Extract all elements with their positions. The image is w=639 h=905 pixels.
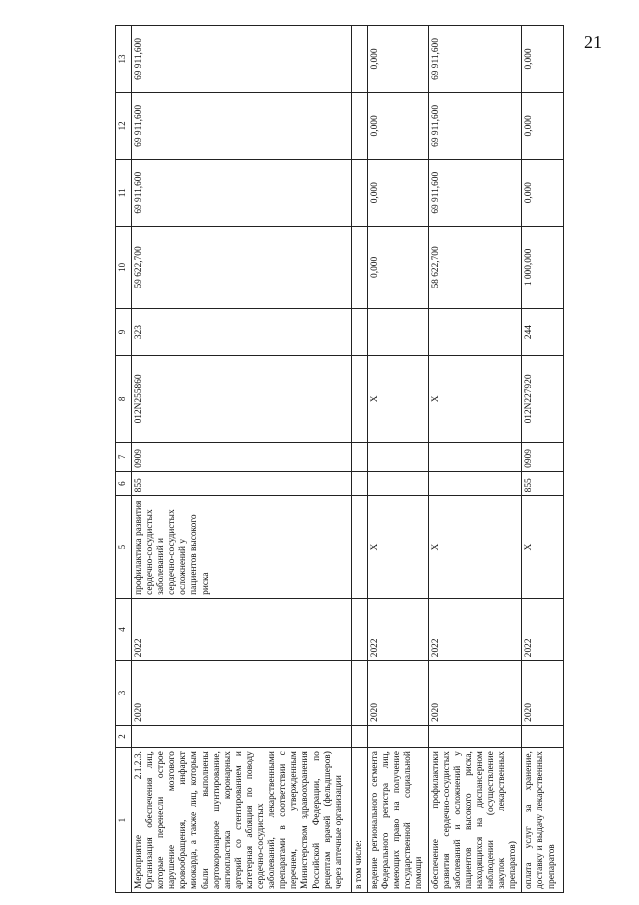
table-cell	[352, 226, 368, 308]
table-cell: 69 911,600	[428, 92, 522, 159]
table-cell: 69 911,600	[428, 159, 522, 226]
row-description: Мероприятие 2.1.2.3. Организация обеспечения лиц, которые перенесли острое нарушение мозгового кровообращения, инфаркт миокарда, а также лиц, которым были выполнены аортокоронарное шунтирование, ангиопластика коронарных артерий со стентированием и катетерная абляция по поводу сердечно-сосудистых заболеваний, лекарственными препаратами в соответствии с перечнем, утвержденным Министерством здравоохранения Российской Федерации, по рецептам врачей (фельдшеров) через аптечные организации	[132, 748, 352, 893]
table-row	[428, 26, 522, 893]
table-row	[368, 26, 428, 893]
table-cell	[352, 598, 368, 660]
table-cell: X	[522, 496, 564, 599]
header-cell: 4	[116, 598, 132, 660]
table-cell: 0,000	[368, 226, 428, 308]
table-cell	[352, 725, 368, 747]
table-cell: 0909	[132, 442, 352, 471]
table-cell: X	[428, 496, 522, 599]
table-cell: 0,000	[522, 26, 564, 93]
table-cell: 58 622,700	[428, 226, 522, 308]
table-cell: 012N227920	[522, 355, 564, 442]
table-cell: 2020	[522, 661, 564, 726]
table-cell: 69 911,600	[132, 159, 352, 226]
table-cell	[352, 442, 368, 471]
table-cell	[132, 725, 352, 747]
table-cell: 1 000,000	[522, 226, 564, 308]
table-cell: X	[428, 355, 522, 442]
header-cell: 2	[116, 725, 132, 747]
table-cell: 0,000	[368, 26, 428, 93]
header-cell: 12	[116, 92, 132, 159]
row-description: оплата услуг за хранение, доставку и выдачу лекарственных препаратов	[522, 748, 564, 893]
table-cell: 2022	[522, 598, 564, 660]
table-cell: 69 911,600	[132, 92, 352, 159]
table-cell	[352, 309, 368, 356]
table-cell: 0,000	[522, 92, 564, 159]
table-cell: 2022	[132, 598, 352, 660]
budget-table	[115, 25, 564, 893]
table-cell	[352, 661, 368, 726]
table-cell	[352, 496, 368, 599]
table-cell	[368, 725, 428, 747]
table-cell: X	[368, 355, 428, 442]
table-cell: 2022	[368, 598, 428, 660]
table-cell: 855	[522, 471, 564, 496]
row-description: обеспечение профилактики развития сердечно-сосудистых заболеваний и осложнений у пациентов высокого риска, находящихся на диспансерном наблюдении (осуществление закупок лекарственных препаратов)	[428, 748, 522, 893]
table-cell: 2020	[132, 661, 352, 726]
table-cell: X	[368, 496, 428, 599]
table-cell	[428, 725, 522, 747]
table-cell	[428, 471, 522, 496]
table-cell: 0,000	[368, 92, 428, 159]
header-cell: 3	[116, 661, 132, 726]
table-row	[522, 26, 564, 893]
table-cell: 69 911,600	[132, 26, 352, 93]
row-description: ведение регионального сегмента Федерального регистра лиц, имеющих право на получение государственной социальной помощи	[368, 748, 428, 893]
table-cell	[368, 309, 428, 356]
header-cell: 13	[116, 26, 132, 93]
page-number: 21	[584, 32, 602, 52]
header-cell: 10	[116, 226, 132, 308]
table-cell: 59 622,700	[132, 226, 352, 308]
table-cell: 0,000	[368, 159, 428, 226]
header-row	[116, 26, 132, 893]
header-cell: 11	[116, 159, 132, 226]
table-cell: 855	[132, 471, 352, 496]
table-cell: 244	[522, 309, 564, 356]
table-cell	[428, 442, 522, 471]
table-cell	[352, 355, 368, 442]
header-cell: 1	[116, 748, 132, 893]
table-cell: 0,000	[522, 159, 564, 226]
header-cell: 5	[116, 496, 132, 599]
table-cell: 0909	[522, 442, 564, 471]
table-cell	[428, 309, 522, 356]
table-cell: 323	[132, 309, 352, 356]
header-cell: 9	[116, 309, 132, 356]
header-cell: 7	[116, 442, 132, 471]
table-cell	[368, 442, 428, 471]
table-cell	[352, 471, 368, 496]
table-cell: 2022	[428, 598, 522, 660]
rotated-table-container	[115, 25, 635, 893]
table-cell	[522, 725, 564, 747]
table-cell: 69 911,600	[428, 26, 522, 93]
table-cell	[352, 159, 368, 226]
table-cell	[352, 26, 368, 93]
table-cell	[352, 92, 368, 159]
table-cell	[368, 471, 428, 496]
table-cell: профилактика развития сердечно-сосудистых заболеваний и сердечно-сосудистых осложнений у пациентов высокого риска	[132, 496, 352, 599]
header-cell: 6	[116, 471, 132, 496]
table-row	[352, 26, 368, 893]
table-cell: 2020	[428, 661, 522, 726]
header-cell: 8	[116, 355, 132, 442]
table-cell: 2020	[368, 661, 428, 726]
row-description: в том числе:	[352, 748, 368, 893]
table-cell: 012N255860	[132, 355, 352, 442]
table-row	[132, 26, 352, 893]
